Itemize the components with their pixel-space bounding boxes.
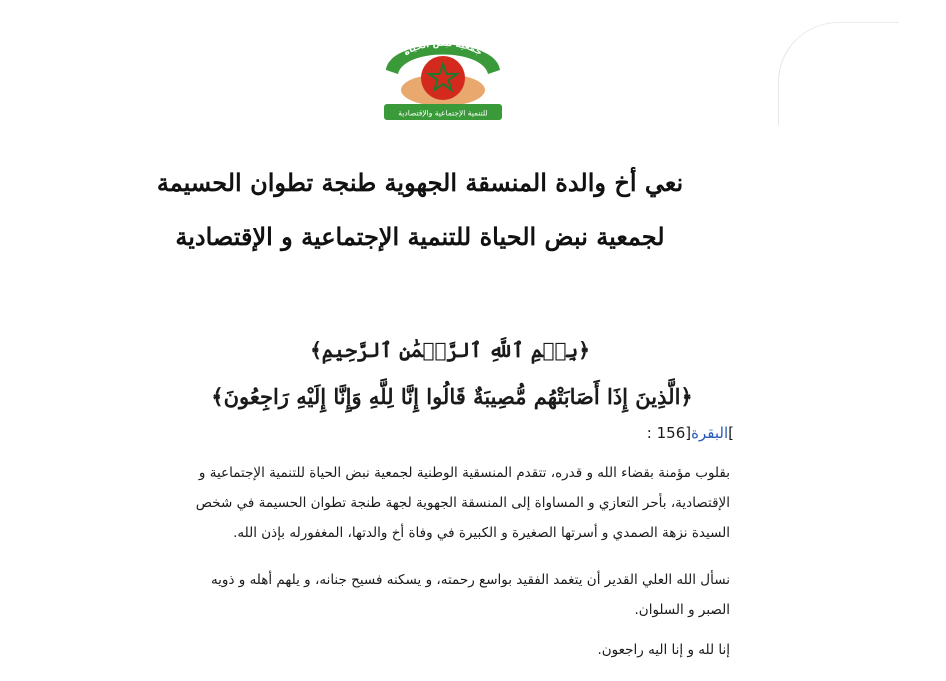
ref-close-bracket: [ — [685, 424, 692, 442]
paragraph-line: الإقتصادية، بأحر التعازي و المساواة إلى المنسقة الجهوية لجهة طنجة تطوان الحسيمة في شخص — [195, 495, 730, 511]
surah-link[interactable]: البقرة — [691, 424, 729, 442]
paragraph-line: السيدة نزهة الصمدي و أسرتها الصغيرة و الكبيرة في وفاة أخ والدتها، المغفورله بإذن الله. — [233, 525, 730, 541]
paragraph-line: الصبر و السلوان. — [634, 602, 730, 618]
ref-open-bracket: ] — [728, 424, 734, 442]
paragraph-line: إنا لله و إنا اليه راجعون. — [597, 642, 730, 658]
ref-verse-number: 156 — [656, 424, 686, 442]
condolence-paragraph — [150, 458, 730, 548]
basmala: ﴿بِسۡمِ ٱللَّهِ ٱلرَّحۡمَٰنِ ٱلرَّحِيمِ﴾ — [310, 338, 590, 362]
paragraph-line: نسأل الله العلي القدير أن يتغمد الفقيد بواسع رحمته، و يسكنه فسيح جنانه، و يلهم أهله و ذويه — [210, 572, 730, 588]
heading-line-2: لجمعية نبض الحياة للتنمية الإجتماعية و الإقتصادية — [175, 222, 665, 251]
closing-line — [150, 635, 730, 665]
prayer-paragraph — [150, 565, 730, 625]
logo-arc-text: جمعية نبض الحياة — [401, 38, 484, 59]
ref-colon: : — [646, 424, 652, 442]
verse-reference — [647, 424, 734, 442]
paragraph-line: بقلوب مؤمنة بقضاء الله و قدره، تتقدم المنسقية الوطنية لجمعية نبض الحياة للتنمية الإجتماعية و — [198, 465, 730, 481]
page-edge-decoration — [778, 22, 899, 125]
heading-line-1: نعي أخ والدة المنسقة الجهوية طنجة تطوان الحسيمة — [156, 168, 684, 197]
logo-ribbon-text: للتنمية الإجتماعية والإقتصادية — [398, 108, 488, 118]
quran-verse: ﴿الَّذِينَ إِذَا أَصَابَتْهُم مُّصِيبَةٌ قَالُوا إِنَّا لِلَّهِ وَإِنَّا إِلَيْهِ رَاجِعُونَ﴾ — [211, 384, 693, 409]
association-logo — [378, 18, 508, 126]
